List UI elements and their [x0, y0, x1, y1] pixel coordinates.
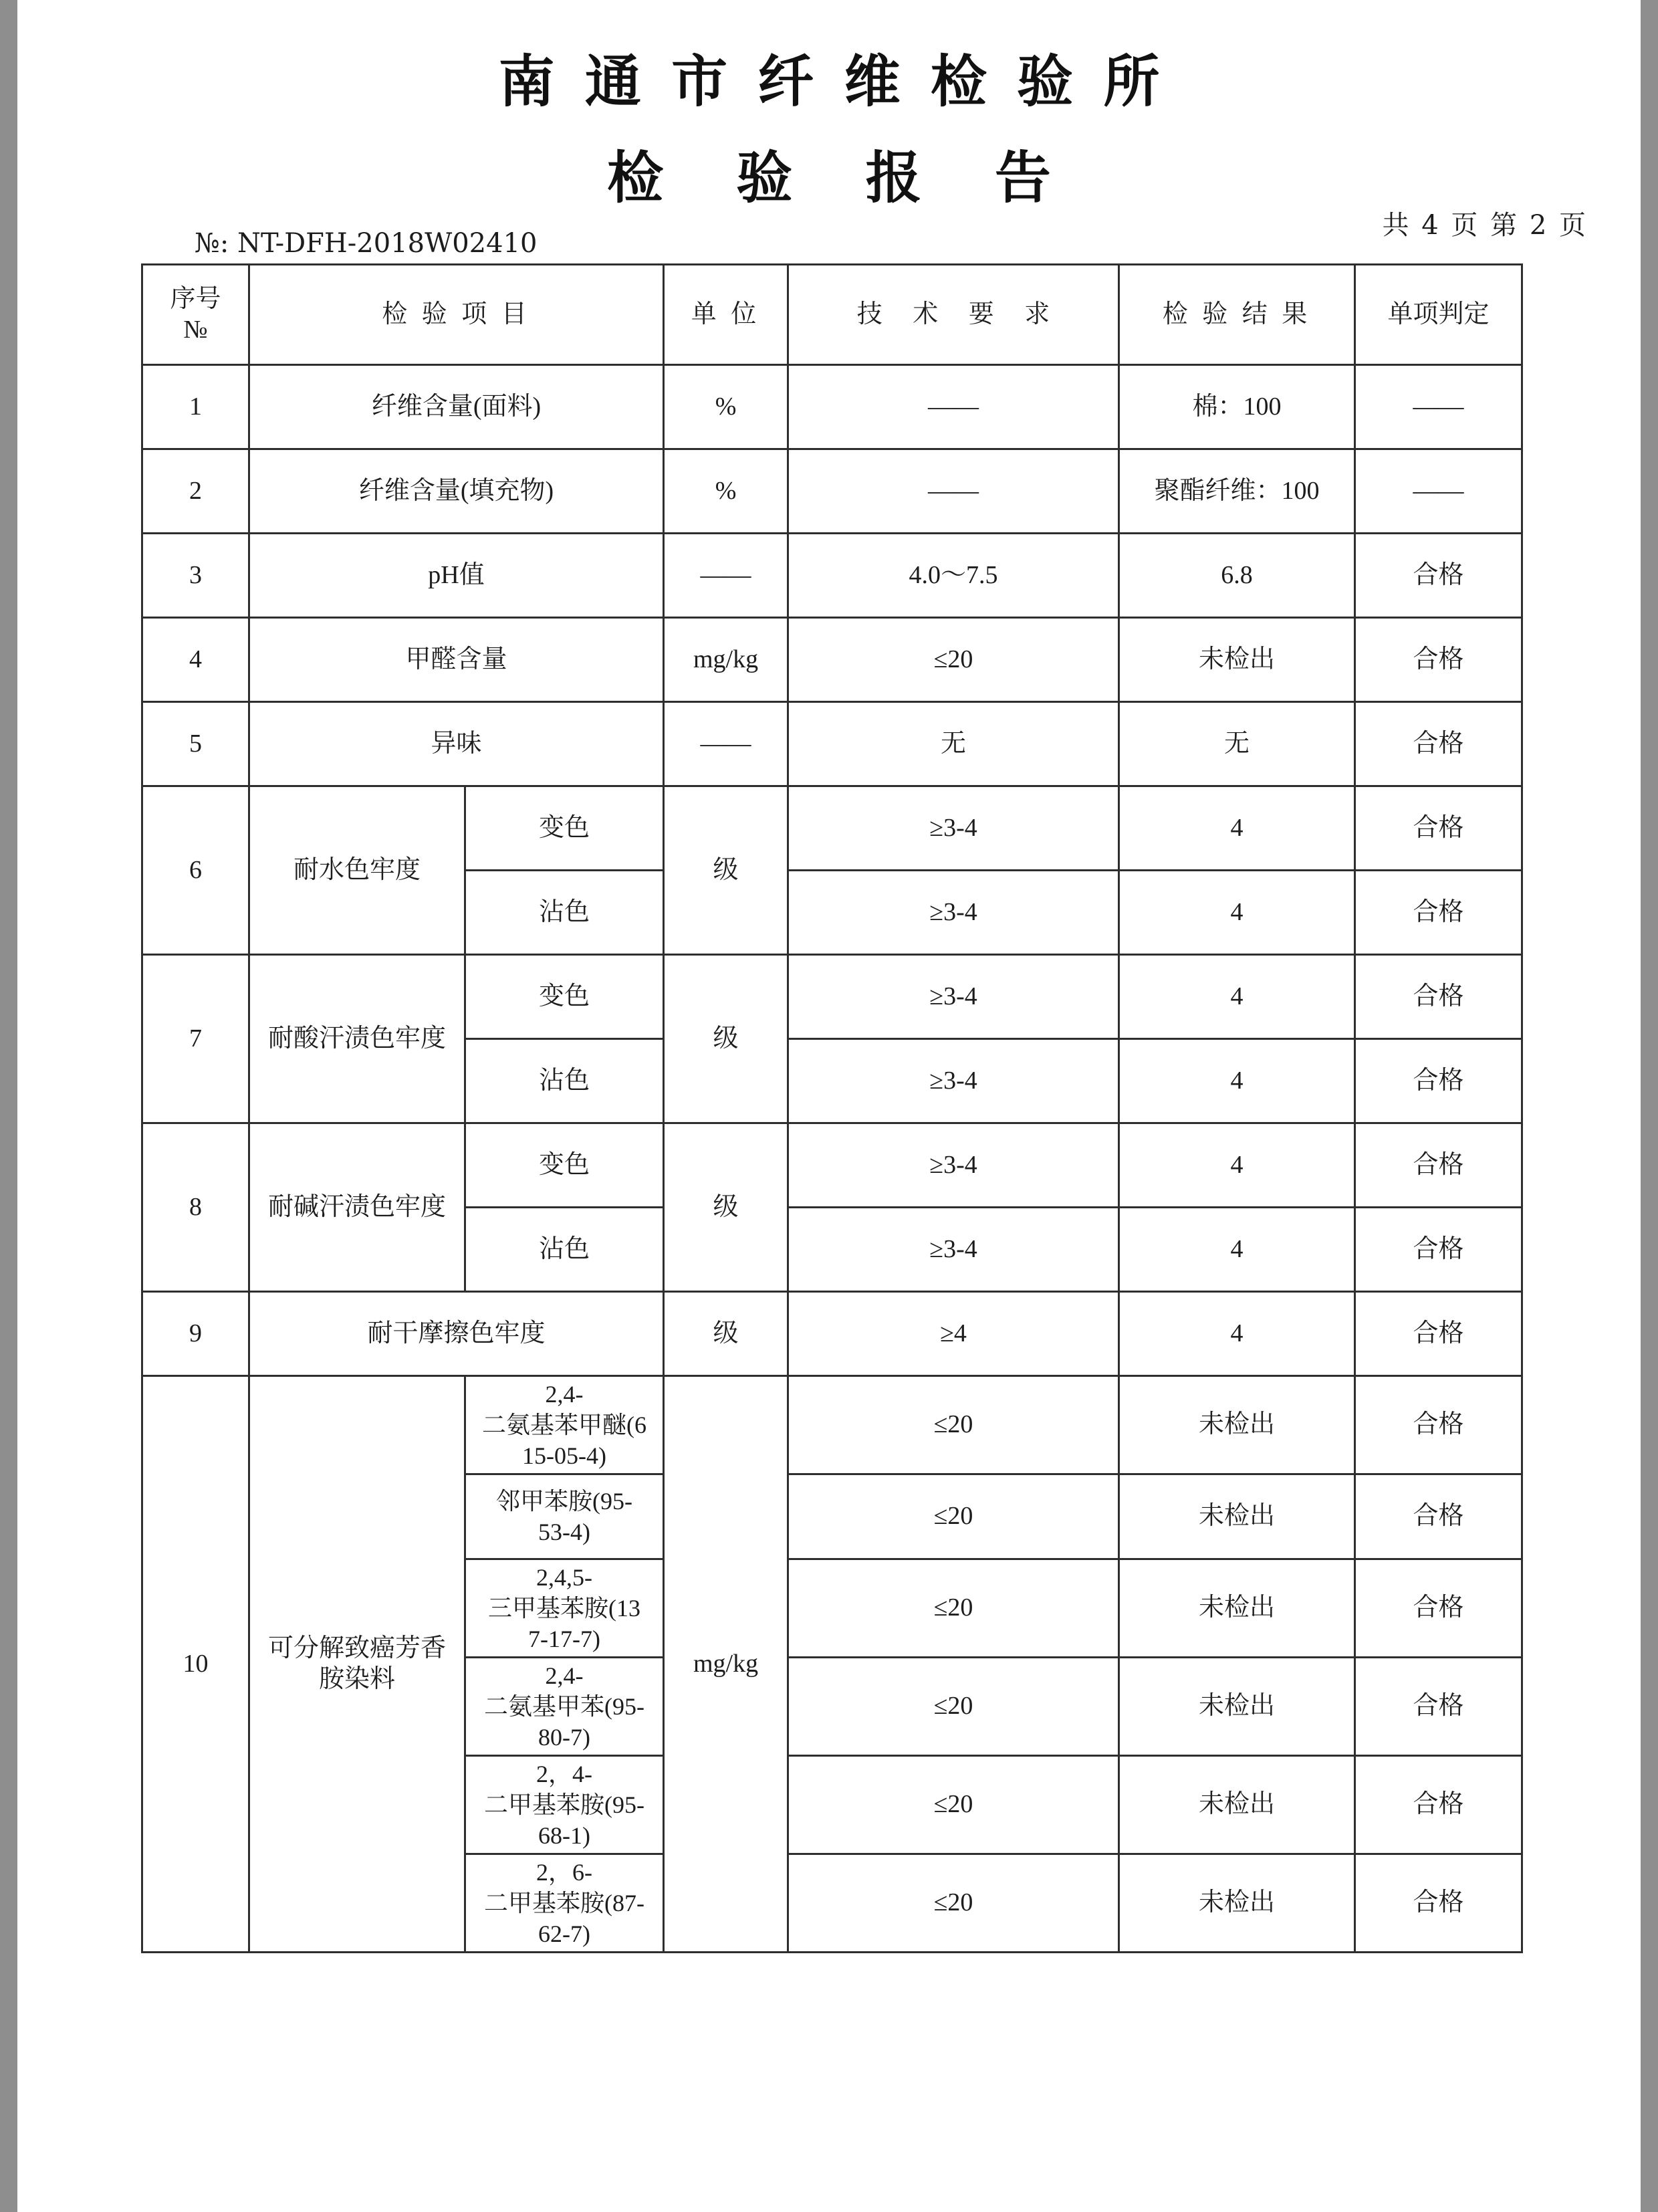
verdict-cell: 合格 — [1355, 1376, 1522, 1474]
requirement-cell: ≤20 — [788, 1376, 1119, 1474]
requirement-cell: ≤20 — [788, 618, 1119, 702]
requirement-cell: 4.0～7.5 — [788, 534, 1119, 618]
requirement-cell: 无 — [788, 702, 1119, 786]
test-item-cell: 异味 — [249, 702, 664, 786]
table-row — [142, 702, 1522, 786]
result-cell: 未检出 — [1119, 1854, 1355, 1953]
header-result: 检 验 结 果 — [1119, 265, 1355, 365]
requirement-cell: ≥3-4 — [788, 786, 1119, 871]
sub-item-cell: 2,4,5- 三甲基苯胺(13 7-17-7) — [465, 1559, 664, 1658]
result-cell: 4 — [1119, 1208, 1355, 1292]
verdict-cell: 合格 — [1355, 1658, 1522, 1756]
report-number: №: NT-DFH-2018W02410 — [195, 228, 538, 259]
result-cell: 未检出 — [1119, 1658, 1355, 1756]
row-no-cell: 5 — [142, 702, 249, 786]
verdict-cell: 合格 — [1355, 1208, 1522, 1292]
result-cell: 未检出 — [1119, 1756, 1355, 1854]
result-cell: 未检出 — [1119, 618, 1355, 702]
requirement-cell: ≤20 — [788, 1559, 1119, 1658]
result-cell: 4 — [1119, 1292, 1355, 1376]
requirement-cell: ≥3-4 — [788, 1123, 1119, 1208]
requirement-cell: ≤20 — [788, 1756, 1119, 1854]
report-title: 检 验 报 告 — [607, 144, 1078, 211]
requirement-cell: —— — [788, 365, 1119, 449]
unit-cell: % — [664, 449, 788, 534]
result-cell: 聚酯纤维：100 — [1119, 449, 1355, 534]
row-no-cell: 4 — [142, 618, 249, 702]
verdict-cell: 合格 — [1355, 534, 1522, 618]
row-no-cell: 10 — [142, 1376, 249, 1953]
row-no-cell: 2 — [142, 449, 249, 534]
verdict-cell: 合格 — [1355, 1292, 1522, 1376]
unit-cell: —— — [664, 702, 788, 786]
requirement-cell: ≤20 — [788, 1658, 1119, 1756]
result-cell: 棉：100 — [1119, 365, 1355, 449]
page-counter: 共 4 页 第 2 页 — [1382, 210, 1588, 241]
table-row — [142, 618, 1522, 702]
verdict-cell: 合格 — [1355, 618, 1522, 702]
requirement-cell: ≥3-4 — [788, 955, 1119, 1039]
requirement-cell: ≥3-4 — [788, 1039, 1119, 1123]
table-row — [142, 955, 1522, 1039]
verdict-cell: 合格 — [1355, 1559, 1522, 1658]
table-row — [142, 1292, 1522, 1376]
test-item-cell: 纤维含量(面料) — [249, 365, 664, 449]
header-no: 序号 № — [142, 265, 249, 365]
result-cell: 4 — [1119, 955, 1355, 1039]
verdict-cell: 合格 — [1355, 871, 1522, 955]
test-item-cell: 耐干摩擦色牢度 — [249, 1292, 664, 1376]
header-unit: 单 位 — [664, 265, 788, 365]
result-cell: 未检出 — [1119, 1559, 1355, 1658]
table-header-row — [142, 265, 1522, 365]
unit-cell: % — [664, 365, 788, 449]
result-cell: 4 — [1119, 1039, 1355, 1123]
requirement-cell: ≤20 — [788, 1854, 1119, 1953]
result-cell: 未检出 — [1119, 1376, 1355, 1474]
sub-item-cell: 变色 — [465, 955, 664, 1039]
unit-cell: mg/kg — [664, 618, 788, 702]
unit-cell: 级 — [664, 955, 788, 1123]
test-item-cell: 可分解致癌芳香 胺染料 — [249, 1376, 465, 1953]
result-cell: 4 — [1119, 786, 1355, 871]
test-item-cell: 耐水色牢度 — [249, 786, 465, 955]
sub-item-cell: 沾色 — [465, 1208, 664, 1292]
sub-item-cell: 2,4- 二氨基苯甲醚(6 15-05-4) — [465, 1376, 664, 1474]
result-cell: 未检出 — [1119, 1474, 1355, 1559]
verdict-cell: 合格 — [1355, 702, 1522, 786]
table-row — [142, 365, 1522, 449]
unit-cell: 级 — [664, 1123, 788, 1292]
verdict-cell: 合格 — [1355, 1854, 1522, 1953]
unit-cell: 级 — [664, 1292, 788, 1376]
verdict-cell: 合格 — [1355, 1474, 1522, 1559]
requirement-cell: ≥4 — [788, 1292, 1119, 1376]
sub-item-cell: 沾色 — [465, 1039, 664, 1123]
verdict-cell: 合格 — [1355, 786, 1522, 871]
header-test-item: 检 验 项 目 — [249, 265, 664, 365]
header-verdict: 单项判定 — [1355, 265, 1522, 365]
sub-item-cell: 沾色 — [465, 871, 664, 955]
row-no-cell: 6 — [142, 786, 249, 955]
table-row — [142, 1123, 1522, 1208]
result-cell: 无 — [1119, 702, 1355, 786]
unit-cell: —— — [664, 534, 788, 618]
table-row — [142, 534, 1522, 618]
table-row — [142, 449, 1522, 534]
sub-item-cell: 邻甲苯胺(95- 53-4) — [465, 1474, 664, 1559]
table-row — [142, 1376, 1522, 1474]
table-row — [142, 786, 1522, 871]
requirement-cell: ≥3-4 — [788, 1208, 1119, 1292]
sub-item-cell: 变色 — [465, 786, 664, 871]
row-no-cell: 9 — [142, 1292, 249, 1376]
verdict-cell: 合格 — [1355, 1123, 1522, 1208]
row-no-cell: 7 — [142, 955, 249, 1123]
verdict-cell: 合格 — [1355, 1756, 1522, 1854]
requirement-cell: —— — [788, 449, 1119, 534]
result-cell: 4 — [1119, 871, 1355, 955]
test-item-cell: 耐碱汗渍色牢度 — [249, 1123, 465, 1292]
verdict-cell: —— — [1355, 365, 1522, 449]
unit-cell: mg/kg — [664, 1376, 788, 1953]
sub-item-cell: 2，6- 二甲基苯胺(87- 62-7) — [465, 1854, 664, 1953]
result-cell: 4 — [1119, 1123, 1355, 1208]
verdict-cell: —— — [1355, 449, 1522, 534]
test-item-cell: pH值 — [249, 534, 664, 618]
requirement-cell: ≥3-4 — [788, 871, 1119, 955]
test-item-cell: 耐酸汗渍色牢度 — [249, 955, 465, 1123]
row-no-cell: 8 — [142, 1123, 249, 1292]
result-cell: 6.8 — [1119, 534, 1355, 618]
institute-title: 南 通 市 纤 维 检 验 所 — [498, 48, 1165, 114]
header-requirement: 技 术 要 求 — [788, 265, 1119, 365]
requirement-cell: ≤20 — [788, 1474, 1119, 1559]
sub-item-cell: 变色 — [465, 1123, 664, 1208]
inspection-table — [141, 263, 1523, 1953]
sub-item-cell: 2,4- 二氨基甲苯(95- 80-7) — [465, 1658, 664, 1756]
row-no-cell: 1 — [142, 365, 249, 449]
verdict-cell: 合格 — [1355, 955, 1522, 1039]
test-item-cell: 甲醛含量 — [249, 618, 664, 702]
verdict-cell: 合格 — [1355, 1039, 1522, 1123]
sub-item-cell: 2，4- 二甲基苯胺(95- 68-1) — [465, 1756, 664, 1854]
row-no-cell: 3 — [142, 534, 249, 618]
unit-cell: 级 — [664, 786, 788, 955]
test-item-cell: 纤维含量(填充物) — [249, 449, 664, 534]
